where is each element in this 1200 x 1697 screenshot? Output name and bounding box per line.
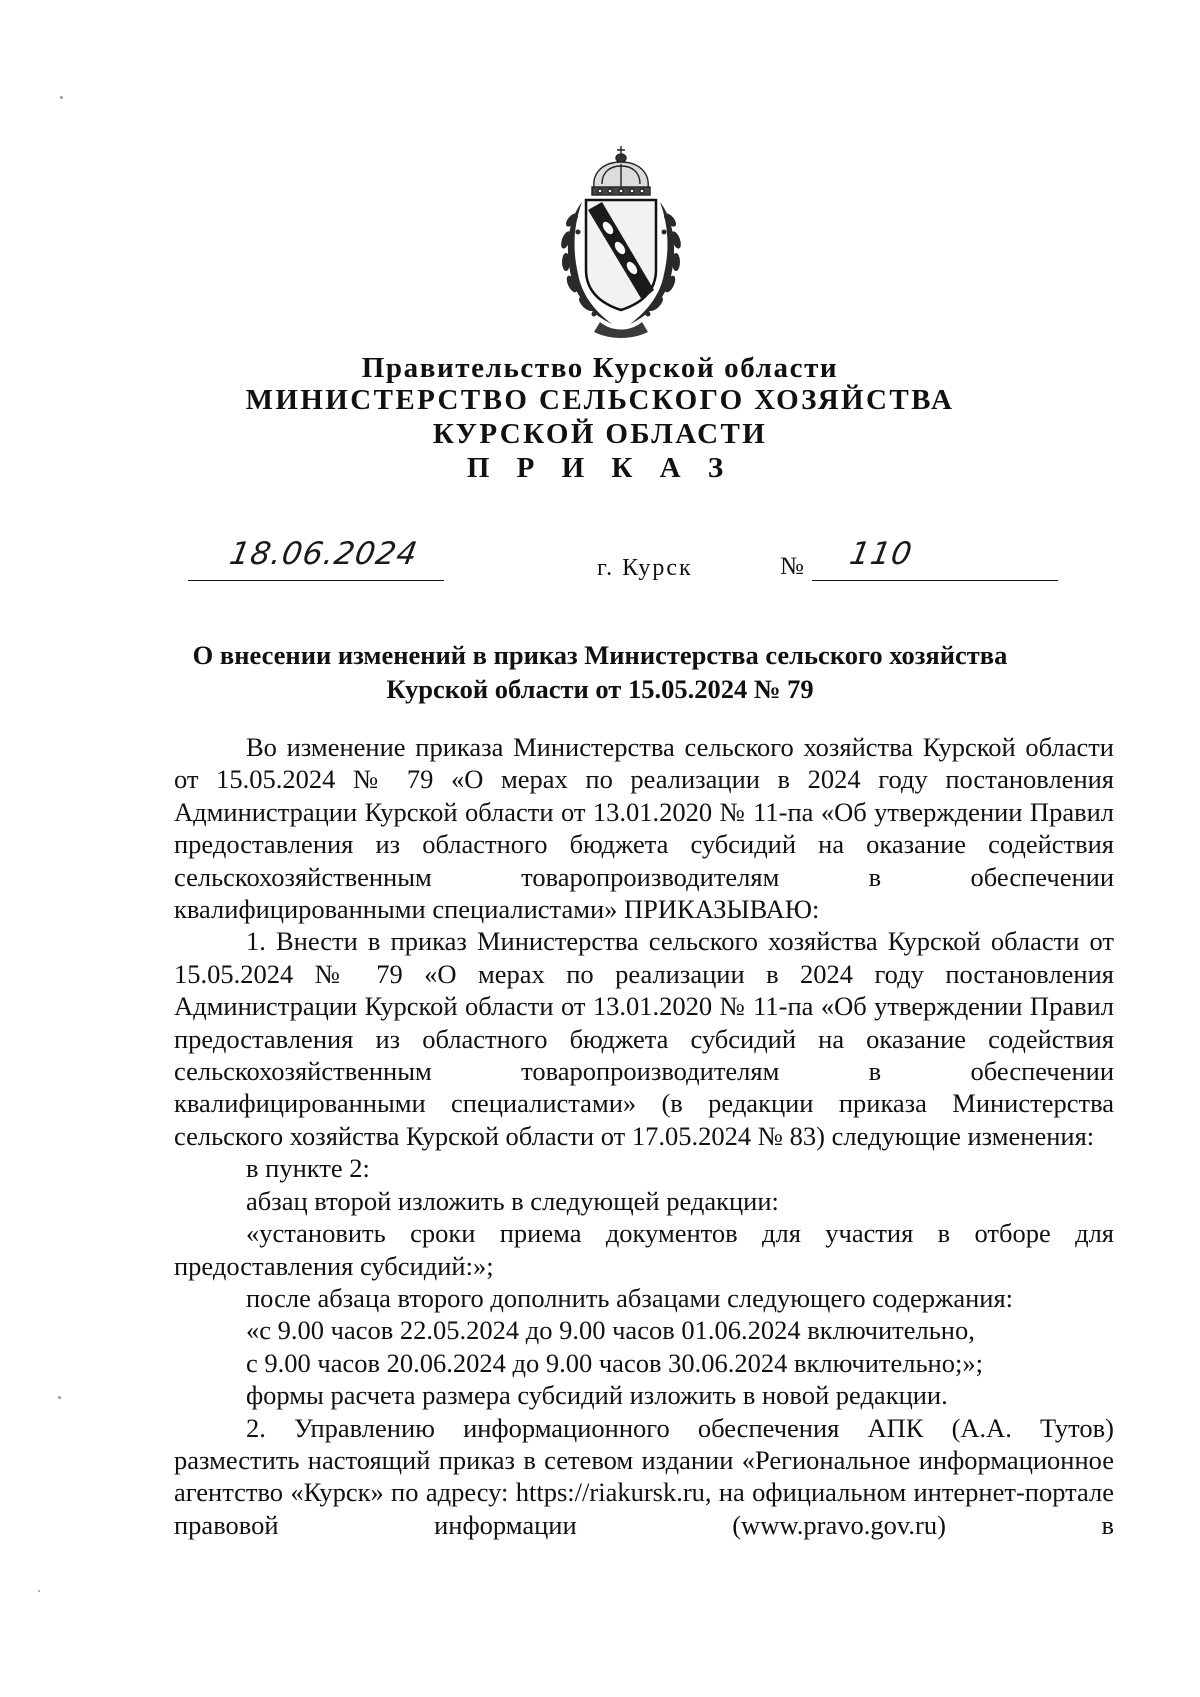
- date-underline: [188, 580, 444, 581]
- body-paragraph-period-2: с 9.00 часов 20.06.2024 до 9.00 часов 30.06.2024 включительно;»;: [246, 1347, 983, 1378]
- ministry-heading-line1: МИНИСТЕРСТВО СЕЛЬСКОГО ХОЗЯЙСТВА: [245, 384, 955, 416]
- body-paragraph-forms: формы расчета размера субсидий изложить в новой редакции.: [246, 1380, 948, 1411]
- document-type-heading: П Р И К А З: [466, 452, 734, 484]
- body-paragraph-preamble: Во изменение приказа Министерства сельского хозяйства Курской области от 15.05.2024 № 79 «О мерах по реализации в 2024 году постановления Администрации Курской области от 13.01.2020 № 11-па «Об утверждении Правил предоставления из областного бюджета субсидий на оказание содействия сельскохозяйственным товаропроизводителям в обеспечении квалифицированными специалистами» ПРИКАЗЫВАЮ:: [174, 732, 1114, 925]
- document-title-line1: О внесении изменений в приказ Министерства сельского хозяйства: [192, 640, 1008, 670]
- document-title-line2: Курской области от 15.05.2024 № 79: [386, 674, 814, 704]
- city-label: г. Курск: [597, 555, 693, 581]
- document-body: [174, 731, 1114, 1541]
- ministry-heading-line2: КУРСКОЙ ОБЛАСТИ: [432, 418, 768, 450]
- handwritten-number: 110: [846, 536, 916, 572]
- government-heading: Правительство Курской области: [361, 352, 839, 384]
- body-paragraph-item-1: 1. Внести в приказ Министерства сельского хозяйства Курской области от 15.05.2024 № 79 «О мерах по реализации в 2024 году постановления Администрации Курской области от 13.01.2020 № 11-па «Об утверждении Правил предоставления из областного бюджета субсидий на оказание содействия сельскохозяйственным товаропроизводителям в обеспечении квалифицированными специалистами» (в редакции приказа Министерства сельского хозяйства Курской области от 17.05.2024 № 83) следующие изменения:: [174, 926, 1114, 1151]
- body-paragraph-new-wording: «установить сроки приема документов для участия в отборе для предоставления субсидий:»;: [174, 1218, 1114, 1281]
- body-paragraph-point-2: в пункте 2:: [246, 1153, 370, 1184]
- number-sign: №: [780, 553, 804, 580]
- body-paragraph-addition: после абзаца второго дополнить абзацами следующего содержания:: [246, 1282, 1014, 1313]
- body-paragraph-item-2: 2. Управлению информационного обеспечения АПК (А.А. Тутов) разместить настоящий приказ в сетевом издании «Региональное информационное агентство «Курск» по адресу: https://riakursk.ru, на официальном интернет-портале правовой информации (www.pravo.gov.ru) в: [174, 1412, 1114, 1540]
- body-paragraph-abzac-2: абзац второй изложить в следующей редакции:: [246, 1185, 779, 1216]
- handwritten-date: 18.06.2024: [226, 536, 421, 572]
- body-paragraph-period-1: «с 9.00 часов 22.05.2024 до 9.00 часов 01.06.2024 включительно,: [246, 1315, 975, 1346]
- number-underline: [812, 580, 1058, 581]
- coat-of-arms-emblem: [542, 140, 700, 340]
